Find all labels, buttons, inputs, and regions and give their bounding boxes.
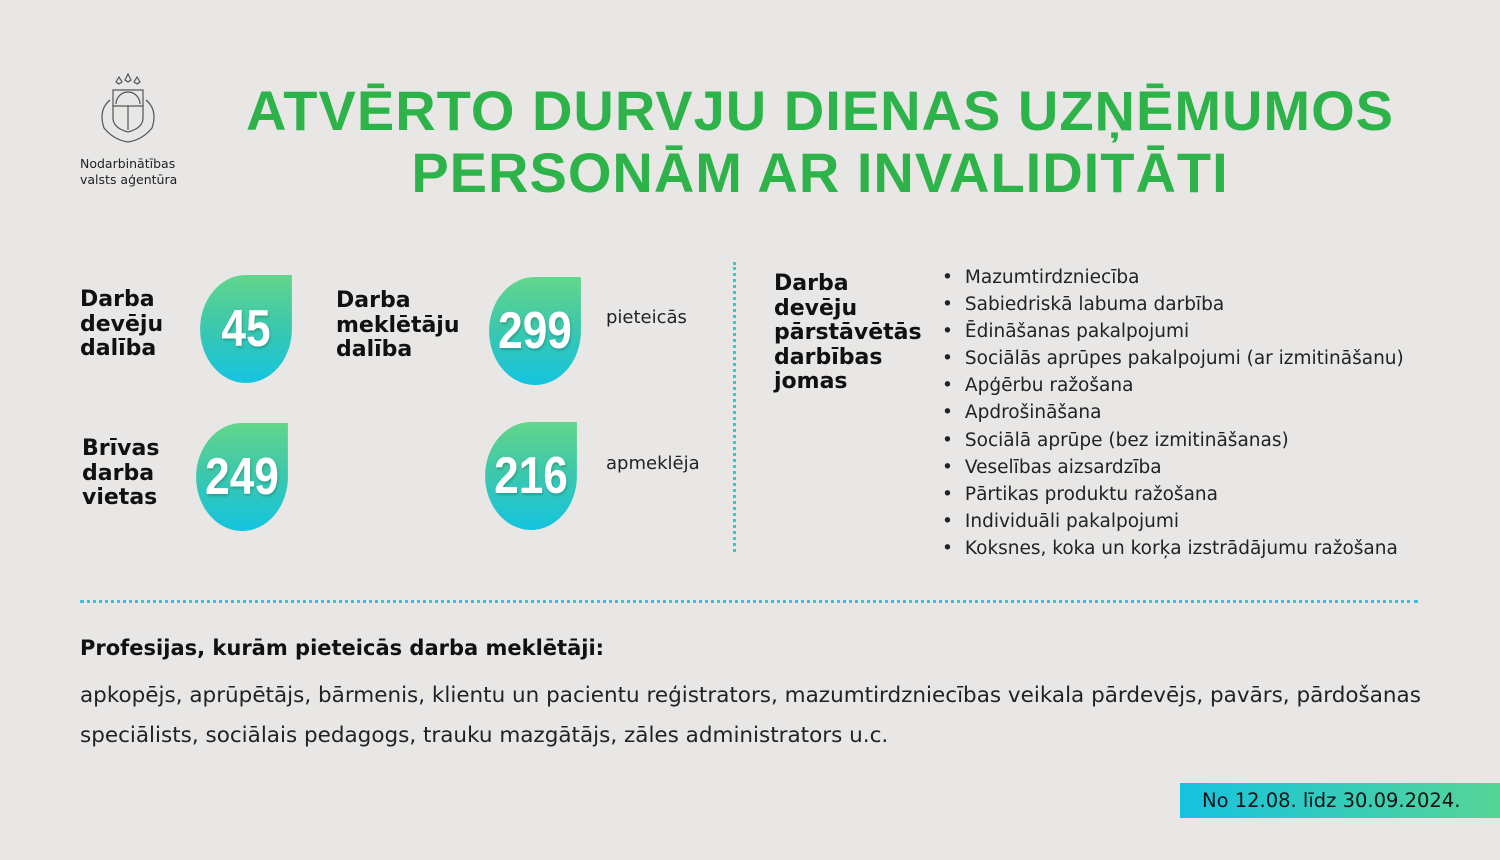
- list-item: • Sociālās aprūpes pakalpojumi (ar izmitināšanu): [942, 345, 1404, 372]
- employers-count: 45: [200, 275, 292, 383]
- title-line-2: PERSONĀM AR INVALIDITĀTI: [411, 141, 1229, 204]
- label-line: devēju: [80, 311, 164, 337]
- list-item: • Sabiedriskā labuma darbība: [942, 291, 1404, 318]
- coat-of-arms-icon: [88, 70, 168, 150]
- label-line: devēju: [774, 295, 858, 321]
- vacancies-count: 249: [196, 423, 288, 531]
- label-line: jomas: [774, 369, 848, 394]
- seekers-count: 299: [489, 277, 581, 385]
- visited-count: 216: [485, 422, 577, 530]
- areas-list: [942, 264, 1404, 562]
- list-item: • Veselības aizsardzība: [942, 454, 1404, 481]
- label-line: Darba: [80, 287, 155, 312]
- list-item: • Ēdināšanas pakalpojumi: [942, 318, 1404, 345]
- employers-label: [80, 288, 163, 362]
- professions-heading: Profesijas, kurām pieteicās darba meklētāji:: [80, 636, 605, 660]
- areas-title: [774, 272, 922, 395]
- list-item: • Koksnes, koka un korķa izstrādājumu ražošana: [942, 535, 1404, 562]
- label-line: pārstāvētās: [774, 320, 922, 345]
- horizontal-divider: [80, 600, 1418, 603]
- list-item: • Mazumtirdzniecība: [942, 264, 1404, 291]
- logo-line-2: valsts aģentūra: [80, 172, 178, 187]
- label-line: darba: [82, 460, 155, 486]
- visited-note: apmeklēja: [606, 453, 700, 474]
- list-item: • Pārtikas produktu ražošana: [942, 481, 1404, 508]
- list-item: • Individuāli pakalpojumi: [942, 508, 1404, 535]
- label-line: meklētāju: [336, 312, 460, 338]
- seekers-note: pieteicās: [606, 307, 687, 328]
- seekers-label: [336, 289, 460, 363]
- list-item: • Apģērbu ražošana: [942, 372, 1404, 399]
- label-line: darbības: [774, 344, 883, 370]
- label-line: dalība: [336, 337, 413, 362]
- page-title: [200, 80, 1440, 204]
- vacancies-label: [82, 437, 159, 511]
- label-line: vietas: [82, 485, 158, 510]
- vertical-divider: [733, 262, 736, 552]
- date-badge: No 12.08. līdz 30.09.2024.: [1180, 783, 1500, 818]
- list-item: • Sociālā aprūpe (bez izmitināšanas): [942, 427, 1404, 454]
- list-item: • Apdrošināšana: [942, 399, 1404, 426]
- label-line: dalība: [80, 336, 157, 361]
- agency-logo: [80, 70, 190, 188]
- logo-line-1: Nodarbinātības: [80, 156, 176, 171]
- label-line: Darba: [774, 271, 849, 296]
- label-line: Darba: [336, 288, 411, 313]
- title-line-1: ATVĒRTO DURVJU DIENAS UZŅĒMUMOS: [246, 79, 1394, 142]
- professions-text: apkopējs, aprūpētājs, bārmenis, klientu un pacientu reģistrators, mazumtirdzniecības veikala pārdevējs, pavārs, pārdošanas speciālists, sociālais pedagogs, trauku mazgātājs, zāles administrators u.c.: [80, 683, 1421, 748]
- label-line: Brīvas: [82, 436, 160, 461]
